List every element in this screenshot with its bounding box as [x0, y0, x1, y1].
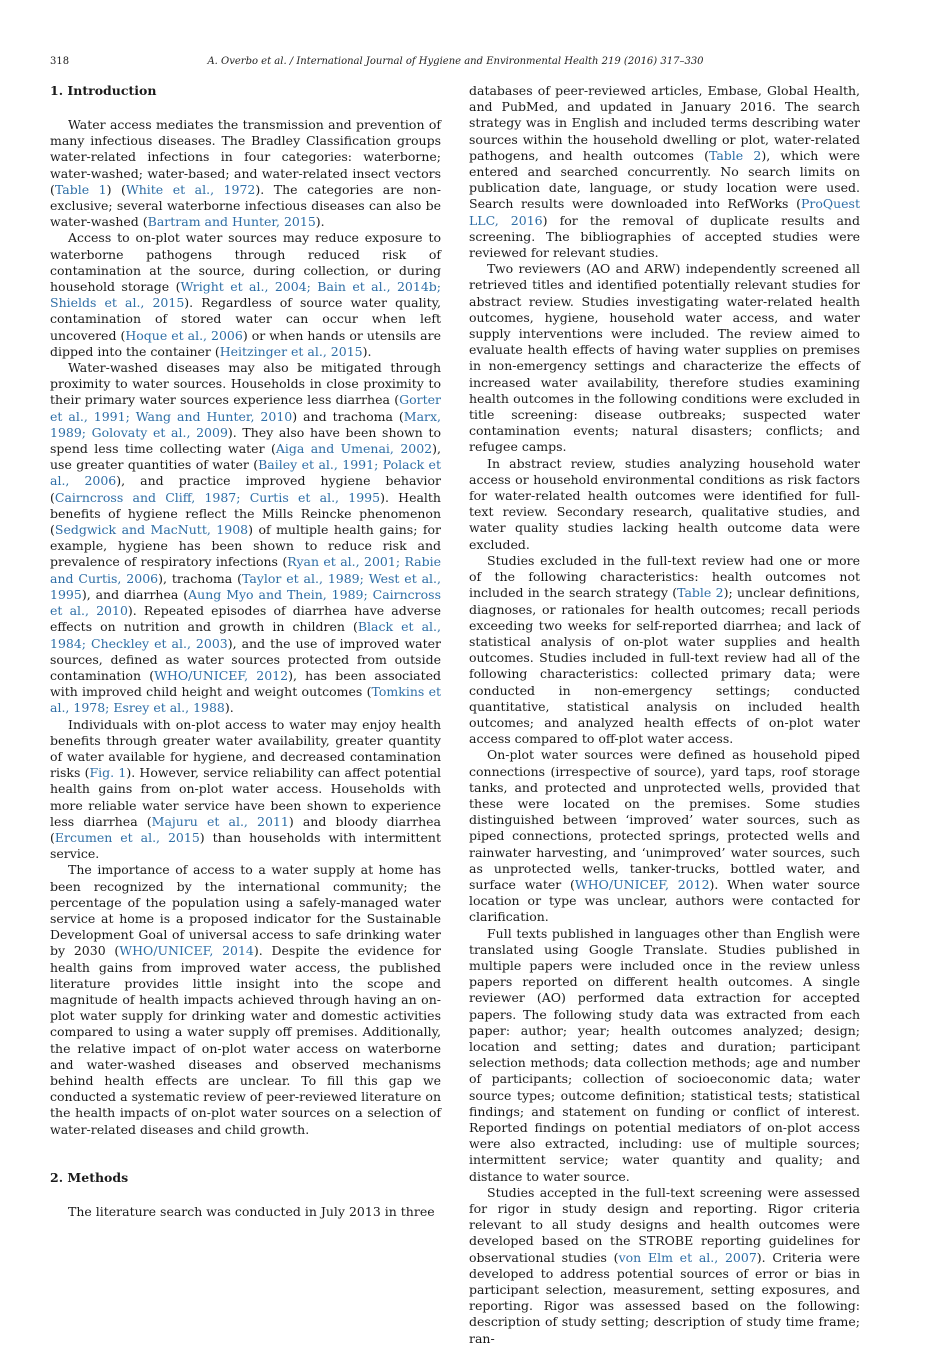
citation-link[interactable]: WHO/UNICEF, 2014	[119, 943, 254, 959]
citation-link[interactable]: WHO/UNICEF, 2012	[154, 667, 289, 683]
citation-link[interactable]: Marx, 1989; Golovaty et al., 2009	[50, 408, 442, 440]
citation-link[interactable]: Taylor et al., 1989; West et al., 1995	[50, 570, 441, 602]
citation-link[interactable]: Bailey et al., 1991; Polack et al., 2006	[50, 457, 441, 489]
citation-link[interactable]: WHO/UNICEF, 2012	[574, 876, 710, 892]
paragraph: Water access mediates the transmission and prevention of many infectious diseases. The Bradley Classification groups water-related infections in four categories: waterborne; water-washed; water-based; and water-related insect vectors (Table 1) (White et al., 1972). The categories are non-exclusive; several waterborne infectious diseases can also be water-washed (Bartram and Hunter, 2015).	[50, 117, 441, 230]
citation-link[interactable]: Cairncross and Cliff, 1987; Curtis et al., 1995	[54, 489, 381, 505]
paragraph: Access to on-plot water sources may reduce exposure to waterborne pathogens through reduced risk of contamination at the source, during collection, or during household storage (Wright et al., 2004; Bain et al., 2014b; Shields et al., 2015). Regardless of source water quality, contamination of stored water can occur when left uncovered (Hoque et al., 2006) or when hands or utensils are dipped into the container (Heitzinger et al., 2015).	[50, 230, 441, 359]
left-column	[50, 83, 441, 1220]
paragraph: In abstract review, studies analyzing household water access or household environmental conditions as risk factors for water-related health outcomes were identified for full-text review. Secondary research, qualitative studies, and water quality studies lacking health outcome data were excluded.	[469, 455, 860, 552]
journal-reference: A. Overbo et al. / International Journal of Hygiene and Environmental Health 219 (2016) 317–330	[207, 56, 704, 67]
section-heading-introduction: 1. Introduction	[50, 83, 157, 98]
citation-link[interactable]: Table 1	[54, 181, 107, 197]
paragraph: The importance of access to a water supply at home has been recognized by the international community; the percentage of the population using a safely-managed water service at home is a proposed indicator for the Sustainable Development Goal of universal access to safe drinking water by 2030 (WHO/UNICEF, 2014). Despite the evidence for health gains from improved water access, the published literature provides little insight into the scope and magnitude of health impacts achieved through having an on-plot water supply for drinking water and domestic activities compared to using a water supply off premises. Additionally, the relative impact of on-plot water access on waterborne and water-washed diseases and observed mechanisms behind health effects are unclear. To fill this gap we conducted a systematic review of peer-reviewed literature on the health impacts of on-plot water sources on a selection of water-related diseases and child growth.	[50, 862, 441, 1137]
citation-link[interactable]: Bartram and Hunter, 2015	[147, 214, 316, 230]
citation-link[interactable]: ProQuest LLC, 2016	[469, 196, 860, 228]
paragraph: The literature search was conducted in July 2013 in three	[68, 1203, 435, 1219]
citation-link[interactable]: Wright et al., 2004; Bain et al., 2014b; Shields et al., 2015	[50, 279, 441, 311]
citation-link[interactable]: Gorter et al., 1991; Wang and Hunter, 2010	[50, 392, 441, 424]
paragraph: Two reviewers (AO and ARW) independently screened all retrieved titles and identified potentially relevant studies for abstract review. Studies investigating water-related health outcomes, hygiene, household water access, and water supply interventions were included. The review aimed to evaluate health effects of having water supplies on premises in non-emergency settings and characterize the effects of increased water availability, therefore studies examining health outcomes in the following conditions were excluded in title screening: disease outbreaks; suspected water contamination events; natural disasters; conflicts; and refugee camps.	[469, 261, 860, 455]
citation-link[interactable]: White et al., 1972	[125, 181, 256, 197]
citation-link[interactable]: Aung Myo and Thein, 1989; Cairncross et al., 2010	[50, 586, 441, 619]
citation-link[interactable]: Fig. 1	[89, 765, 127, 781]
citation-link[interactable]: Hoque et al., 2006	[125, 327, 243, 343]
running-header	[50, 54, 861, 70]
paragraph: Individuals with on-plot access to water may enjoy health benefits through greater water availability, greater quantity of water available for hygiene, and decreased contamination risks (Fig. 1). However, service reliability can affect potential health gains from on-plot water access. Households with more reliable water service have been shown to experience less diarrhea (Majuru et al., 2011) and bloody diarrhea (Ercumen et al., 2015) than households with intermittent service.	[50, 716, 442, 862]
citation-link[interactable]: Black et al., 1984; Checkley et al., 2003	[50, 619, 441, 651]
citation-link[interactable]: Tomkins et al., 1978; Esrey et al., 1988	[50, 684, 441, 716]
paragraph: Full texts published in languages other than English were translated using Google Translate. Studies published in multiple papers were included once in the review unless papers reported on different health outcomes. A single reviewer (AO) performed data extraction for accepted papers. The following study data was extracted from each paper: author; year; health outcomes analyzed; design; location and setting; dates and duration; participant selection methods; data collection methods; age and number of participants; collection of socioeconomic data; water source types; outcome definition; statistical tests; statistical findings; and statement on funding or conflict of interest. Reported findings on potential mediators of on-plot access were also extracted, including: use of multiple sources; intermittent service; water quantity and quality; and distance to water source.	[469, 925, 860, 1184]
citation-link[interactable]: Table 2	[677, 585, 724, 601]
citation-link[interactable]: Heitzinger et al., 2015	[219, 343, 363, 359]
citation-link[interactable]: Majuru et al., 2011	[151, 813, 289, 829]
section-heading-methods: 2. Methods	[50, 1169, 129, 1185]
citation-link[interactable]: Ercumen et al., 2015	[54, 829, 200, 845]
paragraph: Water-washed diseases may also be mitigated through proximity to water sources. Households in close proximity to their primary water sources experience less diarrhea (Gorter et al., 1991; Wang and Hunter, 2010) and trachoma (Marx, 1989; Golovaty et al., 2009). They also have been shown to spend less time collecting water (Aiga and Umenai, 2002), use greater quantities of water (Bailey et al., 1991; Polack et al., 2006), and practice improved hygiene behavior (Cairncross and Cliff, 1987; Curtis et al., 1995). Health benefits of hygiene reflect the Mills Reincke phenomenon (Sedgwick and MacNutt, 1908) of multiple health gains; for example, hygiene has been shown to reduce risk and prevalence of respiratory infections (Ryan et al., 2001; Rabie and Curtis, 2006), trachoma (Taylor et al., 1989; West et al., 1995), and diarrhea (Aung Myo and Thein, 1989; Cairncross et al., 2010). Repeated episodes of diarrhea have adverse effects on nutrition and growth in children (Black et al., 1984; Checkley et al., 2003), and the use of improved water sources, defined as water sources protected from outside contamination (WHO/UNICEF, 2012), has been associated with improved child height and weight outcomes (Tomkins et al., 1978; Esrey et al., 1988).	[50, 360, 442, 716]
citation-link[interactable]: von Elm et al., 2007	[618, 1249, 757, 1265]
citation-link[interactable]: Ryan et al., 2001; Rabie and Curtis, 2006	[50, 554, 441, 586]
paragraph-continued: databases of peer-reviewed articles, Embase, Global Health, and PubMed, and updated in January 2016. The search strategy was in English and included terms describing water sources within the household dwelling or plot, water-related pathogens, and health outcomes (Table 2), which were entered and searched concurrently. No search limits on publication date, language, or study location were used. Search results were downloaded into RefWorks (ProQuest LLC, 2016) for the removal of duplicate results and screening. The bibliographies of accepted studies were reviewed for relevant studies.	[469, 83, 860, 261]
citation-link[interactable]: Sedgwick and MacNutt, 1908	[54, 522, 249, 538]
right-column	[469, 83, 860, 1347]
citation-link[interactable]: Table 2	[708, 147, 762, 163]
paragraph: On-plot water sources were defined as household piped connections (irrespective of source), yard taps, roof storage tanks, and protected and unprotected wells, provided that these were located on the premises. Some studies distinguished between ‘improved’ water sources, such as piped connections, protected springs, protected wells and rainwater harvesting, and ‘unimproved’ water sources, such as unprotected wells, tanker-trucks, bottled water, and surface water (WHO/UNICEF, 2012). When water source location or type was unclear, authors were contacted for clarification.	[469, 747, 860, 925]
paragraph: Studies excluded in the full-text review had one or more of the following characteristics: health outcomes not included in the search strategy (Table 2); unclear definitions, diagnoses, or rationales for health outcomes; recall periods exceeding two weeks for self-reported diarrhea; and lack of statistical analysis of on-plot water supplies and health outcomes. Studies included in full-text review had all of the following characteristics: collected primary data; were conducted in non-emergency settings; conducted quantitative, statistical analysis on included health outcomes; and analyzed health effects of on-plot water access compared to off-plot water access.	[469, 552, 860, 747]
citation-link[interactable]: Aiga and Umenai, 2002	[275, 441, 433, 457]
paragraph: Studies accepted in the full-text screening were assessed for rigor in study design and reporting. Rigor criteria relevant to all study designs and health outcomes were developed based on the STROBE reporting guidelines for observational studies (von Elm et al., 2007). Criteria were developed to address potential sources of error or bias in participant selection, measurement, setting exposures, and reporting. Rigor was assessed based on the following: description of study setting; description of study time frame; ran-	[469, 1184, 860, 1346]
page-number: 318	[50, 56, 70, 67]
